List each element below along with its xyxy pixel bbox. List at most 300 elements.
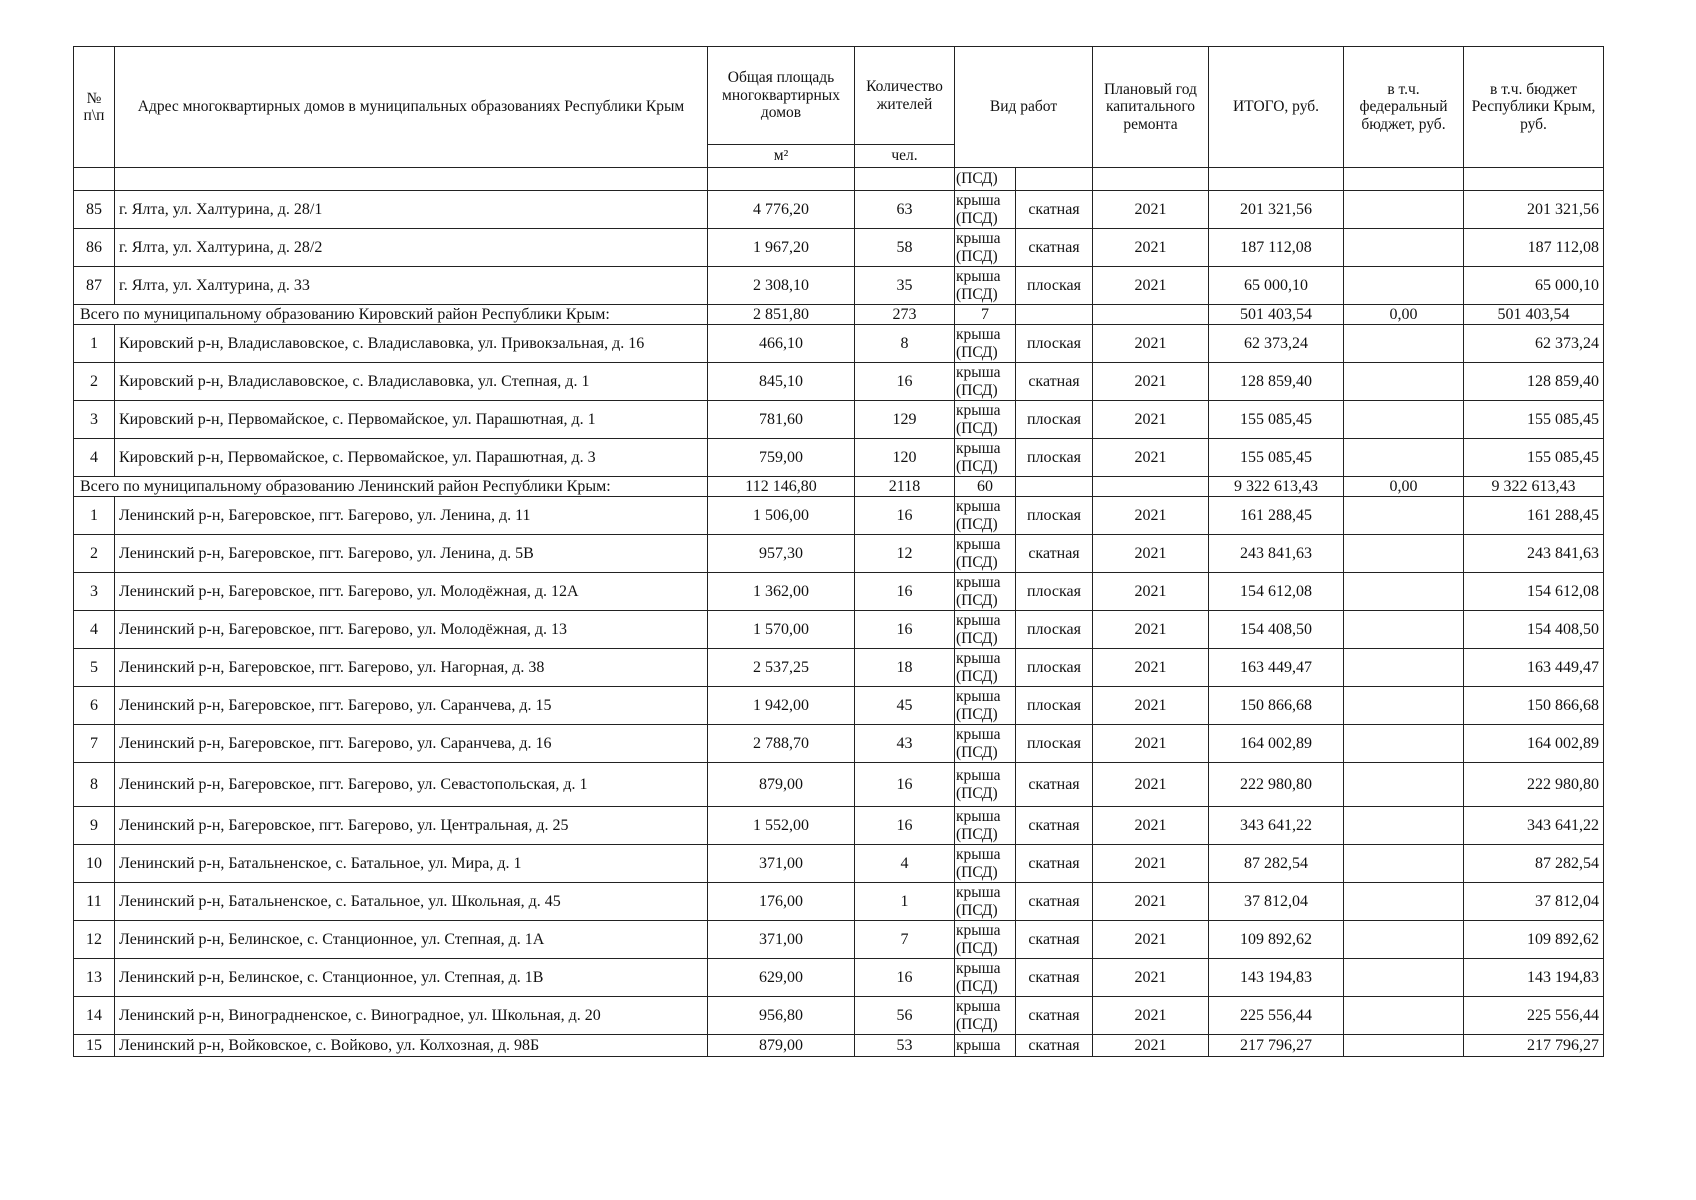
row-address: Ленинский р-н, Багеровское, пгт. Багерово, ул. Саранчева, д. 16 — [115, 725, 708, 763]
row-area: 957,30 — [708, 535, 855, 573]
row-republic: 343 641,22 — [1464, 807, 1604, 845]
row-residents: 53 — [855, 1035, 955, 1057]
row-number: 10 — [74, 845, 115, 883]
subtotal-label: Всего по муниципальному образованию Ленинский район Республики Крым: — [74, 477, 708, 497]
header-address: Адрес многоквартирных домов в муниципальных образованиях Республики Крым — [115, 47, 708, 168]
row-year: 2021 — [1093, 1035, 1209, 1057]
row-republic: 222 980,80 — [1464, 763, 1604, 807]
empty-cell — [1093, 305, 1209, 325]
row-residents: 12 — [855, 535, 955, 573]
row-residents: 4 — [855, 845, 955, 883]
subtotal-federal: 0,00 — [1344, 305, 1464, 325]
row-total: 343 641,22 — [1209, 807, 1344, 845]
row-year: 2021 — [1093, 725, 1209, 763]
row-work-type-line1: крыша — [956, 998, 1001, 1016]
table-row — [74, 325, 1604, 363]
row-federal — [1344, 649, 1464, 687]
table-row — [74, 573, 1604, 611]
row-work-type-line1: крыша — [956, 440, 1001, 458]
header-residents-unit: чел. — [855, 145, 955, 168]
row-address: Ленинский р-н, Виноградненское, с. Виноградное, ул. Школьная, д. 20 — [115, 997, 708, 1035]
row-address: Ленинский р-н, Багеровское, пгт. Багерово, ул. Ленина, д. 11 — [115, 497, 708, 535]
row-address: Ленинский р-н, Белинское, с. Станционное, ул. Степная, д. 1В — [115, 959, 708, 997]
row-roof-type: скатная — [1016, 763, 1093, 807]
row-area: 1 506,00 — [708, 497, 855, 535]
row-residents: 16 — [855, 807, 955, 845]
row-total: 163 449,47 — [1209, 649, 1344, 687]
row-roof-type: плоская — [1016, 439, 1093, 477]
row-roof-type: скатная — [1016, 1035, 1093, 1057]
row-republic: 87 282,54 — [1464, 845, 1604, 883]
row-republic: 187 112,08 — [1464, 229, 1604, 267]
row-work-type-line2: (ПСД) — [956, 381, 998, 399]
row-work-type-line2: (ПСД) — [956, 977, 998, 995]
row-republic: 201 321,56 — [1464, 191, 1604, 229]
row-republic: 37 812,04 — [1464, 883, 1604, 921]
row-republic: 163 449,47 — [1464, 649, 1604, 687]
row-residents: 63 — [855, 191, 955, 229]
row-work-type-line2: (ПСД) — [956, 863, 998, 881]
row-number: 87 — [74, 267, 115, 305]
row-area: 759,00 — [708, 439, 855, 477]
row-work-type — [955, 1035, 1016, 1057]
row-republic: 225 556,44 — [1464, 997, 1604, 1035]
row-work-type-line1: крыша — [956, 612, 1001, 630]
subtotal-count: 7 — [955, 305, 1016, 325]
row-federal — [1344, 611, 1464, 649]
row-work-type-line1: крыша — [956, 922, 1001, 940]
row-work-type — [955, 267, 1016, 305]
row-area: 371,00 — [708, 845, 855, 883]
row-area: 629,00 — [708, 959, 855, 997]
row-work-type-line1: крыша — [956, 808, 1001, 826]
row-work-type-line2: (ПСД) — [956, 247, 998, 265]
row-republic: 109 892,62 — [1464, 921, 1604, 959]
row-work-type — [955, 807, 1016, 845]
row-year: 2021 — [1093, 401, 1209, 439]
empty-cell — [1016, 477, 1093, 497]
subtotal-area: 2 851,80 — [708, 305, 855, 325]
row-work-type-line1: крыша — [956, 767, 1001, 785]
row-year: 2021 — [1093, 763, 1209, 807]
row-work-type — [955, 325, 1016, 363]
row-work-type-line2: (ПСД) — [956, 591, 998, 609]
row-address: Ленинский р-н, Батальненское, с. Батальное, ул. Мира, д. 1 — [115, 845, 708, 883]
row-area: 879,00 — [708, 1035, 855, 1057]
row-roof-type: скатная — [1016, 807, 1093, 845]
row-work-type-line1: крыша — [956, 364, 1001, 382]
row-total: 161 288,45 — [1209, 497, 1344, 535]
row-republic: 154 612,08 — [1464, 573, 1604, 611]
row-work-type — [955, 687, 1016, 725]
row-work-type-line2: (ПСД) — [956, 743, 998, 761]
header-republic: в т.ч. бюджет Республики Крым, руб. — [1464, 47, 1604, 168]
row-number: 12 — [74, 921, 115, 959]
row-federal — [1344, 363, 1464, 401]
table-row — [74, 267, 1604, 305]
table-row — [74, 883, 1604, 921]
row-total: 37 812,04 — [1209, 883, 1344, 921]
row-work-type-line1: крыша — [956, 402, 1001, 420]
row-roof-type: плоская — [1016, 573, 1093, 611]
row-work-type — [955, 725, 1016, 763]
row-roof-type: скатная — [1016, 883, 1093, 921]
row-number: 3 — [74, 401, 115, 439]
row-residents: 16 — [855, 959, 955, 997]
row-work-type — [955, 845, 1016, 883]
row-residents: 1 — [855, 883, 955, 921]
row-number: 6 — [74, 687, 115, 725]
row-total: 222 980,80 — [1209, 763, 1344, 807]
row-work-type-line1: крыша — [956, 1036, 1001, 1054]
row-year: 2021 — [1093, 883, 1209, 921]
row-federal — [1344, 439, 1464, 477]
table-row — [74, 229, 1604, 267]
header-residents: Количество жителей — [855, 47, 955, 145]
row-work-type-line2: (ПСД) — [956, 784, 998, 802]
row-area: 1 967,20 — [708, 229, 855, 267]
row-address: Кировский р-н, Владиславовское, с. Владиславовка, ул. Степная, д. 1 — [115, 363, 708, 401]
row-work-type — [955, 535, 1016, 573]
row-address: Кировский р-н, Первомайское, с. Первомайское, ул. Парашютная, д. 3 — [115, 439, 708, 477]
row-federal — [1344, 763, 1464, 807]
header-total: ИТОГО, руб. — [1209, 47, 1344, 168]
row-address: Ленинский р-н, Багеровское, пгт. Багерово, ул. Севастопольская, д. 1 — [115, 763, 708, 807]
row-republic: 150 866,68 — [1464, 687, 1604, 725]
row-area: 371,00 — [708, 921, 855, 959]
row-roof-type: плоская — [1016, 725, 1093, 763]
row-work-type — [955, 229, 1016, 267]
row-work-type — [955, 921, 1016, 959]
row-federal — [1344, 687, 1464, 725]
row-number: 4 — [74, 611, 115, 649]
row-work-type-line1: крыша — [956, 268, 1001, 286]
row-federal — [1344, 191, 1464, 229]
row-republic: 155 085,45 — [1464, 439, 1604, 477]
row-roof-type: скатная — [1016, 191, 1093, 229]
row-area: 2 537,25 — [708, 649, 855, 687]
table-row — [74, 959, 1604, 997]
row-work-type-line1: крыша — [956, 192, 1001, 210]
row-total: 109 892,62 — [1209, 921, 1344, 959]
row-work-type — [955, 439, 1016, 477]
table-row — [74, 997, 1604, 1035]
capital-repair-table — [73, 46, 1604, 1057]
row-number: 4 — [74, 439, 115, 477]
row-work-type-line1: крыша — [956, 960, 1001, 978]
row-roof-type: скатная — [1016, 535, 1093, 573]
row-residents: 58 — [855, 229, 955, 267]
row-number: 11 — [74, 883, 115, 921]
header-area: Общая площадь многоквартирных домов — [708, 47, 855, 145]
row-work-type-line2: (ПСД) — [956, 901, 998, 919]
row-work-type — [955, 649, 1016, 687]
table-row — [74, 363, 1604, 401]
row-area: 176,00 — [708, 883, 855, 921]
row-republic: 243 841,63 — [1464, 535, 1604, 573]
carry-over-row — [74, 168, 1604, 191]
row-total: 187 112,08 — [1209, 229, 1344, 267]
row-area: 1 942,00 — [708, 687, 855, 725]
empty-cell — [1016, 305, 1093, 325]
table-row — [74, 535, 1604, 573]
row-area: 845,10 — [708, 363, 855, 401]
row-work-type-line1: крыша — [956, 230, 1001, 248]
row-republic: 217 796,27 — [1464, 1035, 1604, 1057]
header-federal: в т.ч. федеральный бюджет, руб. — [1344, 47, 1464, 168]
row-area: 1 552,00 — [708, 807, 855, 845]
row-roof-type: скатная — [1016, 997, 1093, 1035]
row-work-type-line2: (ПСД) — [956, 705, 998, 723]
row-work-type-line1: крыша — [956, 574, 1001, 592]
row-federal — [1344, 1035, 1464, 1057]
row-number: 15 — [74, 1035, 115, 1057]
row-work-type-line1: крыша — [956, 884, 1001, 902]
row-total: 217 796,27 — [1209, 1035, 1344, 1057]
table-row — [74, 611, 1604, 649]
row-residents: 16 — [855, 497, 955, 535]
table-row — [74, 807, 1604, 845]
row-number: 86 — [74, 229, 115, 267]
row-year: 2021 — [1093, 573, 1209, 611]
row-roof-type: плоская — [1016, 401, 1093, 439]
row-work-type — [955, 959, 1016, 997]
row-federal — [1344, 921, 1464, 959]
row-roof-type: скатная — [1016, 229, 1093, 267]
subtotal-republic: 9 322 613,43 — [1464, 477, 1604, 497]
row-number: 13 — [74, 959, 115, 997]
row-work-type — [955, 497, 1016, 535]
carry-over-psd: (ПСД) — [955, 168, 1016, 191]
row-work-type-line2: (ПСД) — [956, 343, 998, 361]
row-work-type-line1: крыша — [956, 726, 1001, 744]
row-year: 2021 — [1093, 997, 1209, 1035]
row-federal — [1344, 325, 1464, 363]
row-work-type-line2: (ПСД) — [956, 939, 998, 957]
header-work-type: Вид работ — [955, 47, 1093, 168]
table-row — [74, 921, 1604, 959]
row-roof-type: плоская — [1016, 687, 1093, 725]
row-residents: 120 — [855, 439, 955, 477]
row-work-type-line1: крыша — [956, 498, 1001, 516]
table-row — [74, 1035, 1604, 1057]
row-republic: 154 408,50 — [1464, 611, 1604, 649]
row-total: 62 373,24 — [1209, 325, 1344, 363]
subtotal-row — [74, 305, 1604, 325]
row-republic: 143 194,83 — [1464, 959, 1604, 997]
row-number: 14 — [74, 997, 115, 1035]
row-work-type-line2: (ПСД) — [956, 285, 998, 303]
row-roof-type: скатная — [1016, 921, 1093, 959]
row-total: 155 085,45 — [1209, 439, 1344, 477]
row-year: 2021 — [1093, 921, 1209, 959]
row-residents: 16 — [855, 611, 955, 649]
table-row — [74, 845, 1604, 883]
row-work-type — [955, 191, 1016, 229]
row-address: Ленинский р-н, Батальненское, с. Батальное, ул. Школьная, д. 45 — [115, 883, 708, 921]
row-year: 2021 — [1093, 325, 1209, 363]
row-area: 1 570,00 — [708, 611, 855, 649]
row-work-type-line2: (ПСД) — [956, 1015, 998, 1033]
row-address: Кировский р-н, Владиславовское, с. Владиславовка, ул. Привокзальная, д. 16 — [115, 325, 708, 363]
row-republic: 65 000,10 — [1464, 267, 1604, 305]
row-year: 2021 — [1093, 535, 1209, 573]
row-address: Ленинский р-н, Багеровское, пгт. Багерово, ул. Саранчева, д. 15 — [115, 687, 708, 725]
subtotal-count: 60 — [955, 477, 1016, 497]
table-row — [74, 401, 1604, 439]
table-row — [74, 497, 1604, 535]
row-area: 2 788,70 — [708, 725, 855, 763]
row-area: 879,00 — [708, 763, 855, 807]
row-work-type-line1: крыша — [956, 536, 1001, 554]
row-federal — [1344, 883, 1464, 921]
subtotal-area: 112 146,80 — [708, 477, 855, 497]
row-work-type — [955, 573, 1016, 611]
row-address: Ленинский р-н, Багеровское, пгт. Багерово, ул. Ленина, д. 5В — [115, 535, 708, 573]
row-year: 2021 — [1093, 497, 1209, 535]
row-address: Кировский р-н, Первомайское, с. Первомайское, ул. Парашютная, д. 1 — [115, 401, 708, 439]
row-work-type-line1: крыша — [956, 650, 1001, 668]
row-residents: 129 — [855, 401, 955, 439]
row-federal — [1344, 535, 1464, 573]
row-work-type-line2: (ПСД) — [956, 419, 998, 437]
row-work-type — [955, 611, 1016, 649]
subtotal-label: Всего по муниципальному образованию Кировский район Республики Крым: — [74, 305, 708, 325]
row-area: 781,60 — [708, 401, 855, 439]
row-address: Ленинский р-н, Багеровское, пгт. Багерово, ул. Молодёжная, д. 12А — [115, 573, 708, 611]
row-total: 128 859,40 — [1209, 363, 1344, 401]
row-residents: 35 — [855, 267, 955, 305]
row-total: 243 841,63 — [1209, 535, 1344, 573]
row-address: Ленинский р-н, Багеровское, пгт. Багерово, ул. Центральная, д. 25 — [115, 807, 708, 845]
row-federal — [1344, 845, 1464, 883]
subtotal-total: 501 403,54 — [1209, 305, 1344, 325]
row-republic: 155 085,45 — [1464, 401, 1604, 439]
row-total: 225 556,44 — [1209, 997, 1344, 1035]
row-federal — [1344, 725, 1464, 763]
row-address: г. Ялта, ул. Халтурина, д. 28/2 — [115, 229, 708, 267]
row-address: Ленинский р-н, Багеровское, пгт. Багерово, ул. Нагорная, д. 38 — [115, 649, 708, 687]
row-work-type-line1: крыша — [956, 326, 1001, 344]
row-work-type-line2: (ПСД) — [956, 667, 998, 685]
row-work-type-line2: (ПСД) — [956, 553, 998, 571]
row-residents: 18 — [855, 649, 955, 687]
row-roof-type: плоская — [1016, 267, 1093, 305]
row-area: 2 308,10 — [708, 267, 855, 305]
row-year: 2021 — [1093, 649, 1209, 687]
row-work-type-line1: крыша — [956, 846, 1001, 864]
row-number: 1 — [74, 325, 115, 363]
subtotal-republic: 501 403,54 — [1464, 305, 1604, 325]
row-number: 9 — [74, 807, 115, 845]
row-number: 2 — [74, 535, 115, 573]
row-residents: 8 — [855, 325, 955, 363]
row-year: 2021 — [1093, 845, 1209, 883]
row-number: 85 — [74, 191, 115, 229]
row-year: 2021 — [1093, 229, 1209, 267]
row-roof-type: плоская — [1016, 497, 1093, 535]
row-number: 7 — [74, 725, 115, 763]
row-roof-type: плоская — [1016, 325, 1093, 363]
row-year: 2021 — [1093, 363, 1209, 401]
row-work-type — [955, 997, 1016, 1035]
header-area-unit: м² — [708, 145, 855, 168]
row-roof-type: плоская — [1016, 611, 1093, 649]
subtotal-residents: 2118 — [855, 477, 955, 497]
subtotal-residents: 273 — [855, 305, 955, 325]
row-residents: 7 — [855, 921, 955, 959]
row-total: 201 321,56 — [1209, 191, 1344, 229]
table-row — [74, 725, 1604, 763]
subtotal-federal: 0,00 — [1344, 477, 1464, 497]
row-total: 154 612,08 — [1209, 573, 1344, 611]
empty-cell — [1093, 477, 1209, 497]
row-work-type-line1: крыша — [956, 688, 1001, 706]
row-work-type-line2: (ПСД) — [956, 515, 998, 533]
row-total: 155 085,45 — [1209, 401, 1344, 439]
row-total: 143 194,83 — [1209, 959, 1344, 997]
row-address: г. Ялта, ул. Халтурина, д. 28/1 — [115, 191, 708, 229]
row-work-type-line2: (ПСД) — [956, 825, 998, 843]
row-republic: 128 859,40 — [1464, 363, 1604, 401]
table-row — [74, 649, 1604, 687]
row-roof-type: плоская — [1016, 649, 1093, 687]
row-year: 2021 — [1093, 191, 1209, 229]
row-work-type — [955, 763, 1016, 807]
row-federal — [1344, 959, 1464, 997]
row-residents: 16 — [855, 763, 955, 807]
row-residents: 56 — [855, 997, 955, 1035]
row-number: 8 — [74, 763, 115, 807]
row-work-type — [955, 363, 1016, 401]
table-row — [74, 191, 1604, 229]
row-residents: 16 — [855, 573, 955, 611]
row-federal — [1344, 267, 1464, 305]
row-federal — [1344, 573, 1464, 611]
row-work-type — [955, 401, 1016, 439]
row-area: 466,10 — [708, 325, 855, 363]
row-address: Ленинский р-н, Багеровское, пгт. Багерово, ул. Молодёжная, д. 13 — [115, 611, 708, 649]
row-address: Ленинский р-н, Белинское, с. Станционное, ул. Степная, д. 1А — [115, 921, 708, 959]
row-work-type-line2: (ПСД) — [956, 209, 998, 227]
row-year: 2021 — [1093, 611, 1209, 649]
row-federal — [1344, 807, 1464, 845]
row-year: 2021 — [1093, 959, 1209, 997]
row-total: 65 000,10 — [1209, 267, 1344, 305]
row-year: 2021 — [1093, 807, 1209, 845]
row-residents: 16 — [855, 363, 955, 401]
row-republic: 164 002,89 — [1464, 725, 1604, 763]
row-year: 2021 — [1093, 439, 1209, 477]
header-year: Плановый год капитального ремонта — [1093, 47, 1209, 168]
row-republic: 62 373,24 — [1464, 325, 1604, 363]
row-residents: 45 — [855, 687, 955, 725]
row-number: 5 — [74, 649, 115, 687]
row-work-type-line2: (ПСД) — [956, 457, 998, 475]
table-row — [74, 439, 1604, 477]
row-number: 3 — [74, 573, 115, 611]
subtotal-row — [74, 477, 1604, 497]
row-federal — [1344, 401, 1464, 439]
row-address: Ленинский р-н, Войковское, с. Войково, ул. Колхозная, д. 98Б — [115, 1035, 708, 1057]
row-total: 154 408,50 — [1209, 611, 1344, 649]
row-total: 164 002,89 — [1209, 725, 1344, 763]
row-work-type-line2: (ПСД) — [956, 629, 998, 647]
table-row — [74, 763, 1604, 807]
row-roof-type: скатная — [1016, 363, 1093, 401]
row-total: 150 866,68 — [1209, 687, 1344, 725]
row-address: г. Ялта, ул. Халтурина, д. 33 — [115, 267, 708, 305]
